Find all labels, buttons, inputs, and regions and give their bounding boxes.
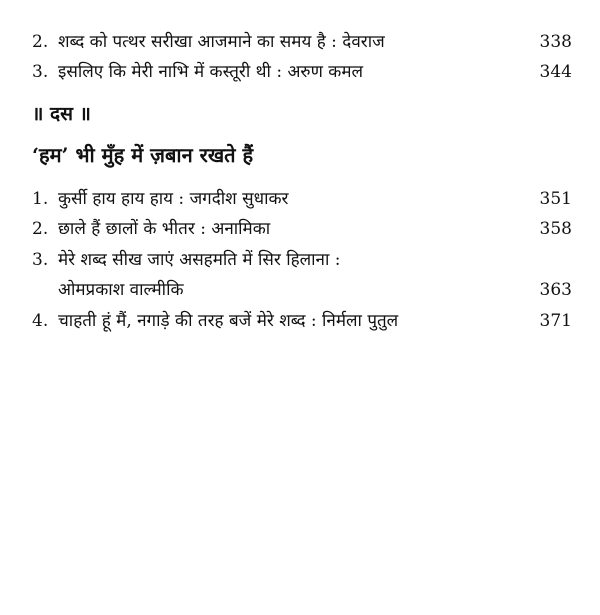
entry-number: 3.: [32, 250, 49, 270]
entry-page-number: 363: [539, 280, 572, 300]
toc-entry: [32, 30, 572, 54]
entry-number: 4.: [32, 311, 49, 331]
entry-page-number: 351: [539, 189, 572, 209]
entry-title: शब्द को पत्थर सरीखा आजमाने का समय है : देवराज: [58, 32, 385, 52]
entry-page-number: 338: [539, 32, 572, 52]
entry-title: कुर्सी हाय हाय हाय : जगदीश सुधाकर: [58, 189, 289, 209]
entry-number: 2.: [32, 219, 49, 239]
toc-entry: [32, 217, 572, 241]
entry-title: इसलिए कि मेरी नाभि में कस्तूरी थी : अरुण कमल: [58, 62, 364, 82]
toc-entry: [32, 309, 572, 333]
section-title: ‘हम’ भी मुँह में ज़बान रखते हैं: [32, 143, 254, 167]
toc-entry: [32, 60, 572, 84]
entry-page-number: 344: [539, 62, 572, 82]
entry-number: 1.: [32, 189, 49, 209]
entry-number: 3.: [32, 62, 49, 82]
section-number: ॥ दस ॥: [32, 103, 91, 125]
toc-entry: [32, 187, 572, 211]
entry-page-number: 371: [539, 311, 572, 331]
entry-title-continued: ओमप्रकाश वाल्मीकि: [58, 280, 184, 300]
toc-entry-continuation: [32, 278, 572, 302]
entry-title: चाहती हूं मैं, नगाड़े की तरह बजें मेरे शब्द : निर्मला पुतुल: [58, 311, 399, 331]
entry-number: 2.: [32, 32, 49, 52]
entry-title: छाले हैं छालों के भीतर : अनामिका: [58, 219, 271, 239]
toc-entry: [32, 248, 572, 272]
entry-page-number: 358: [539, 219, 572, 239]
entry-title: मेरे शब्द सीख जाएं असहमति में सिर हिलाना :: [58, 250, 341, 270]
